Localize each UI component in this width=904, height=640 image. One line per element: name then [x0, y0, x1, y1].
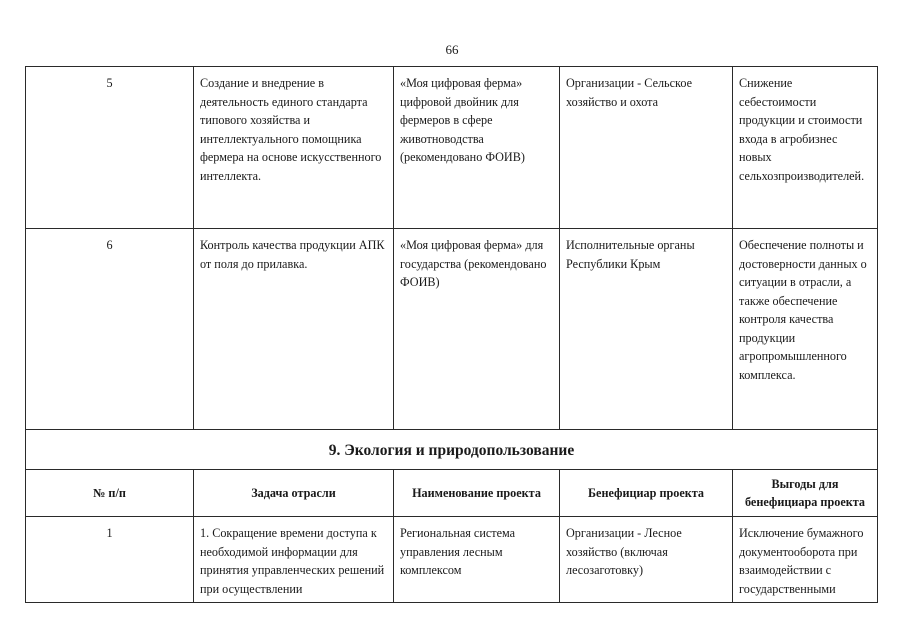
project-cell: «Моя цифровая ферма» цифровой двойник для фермеров в сфере животноводства (рекомендовано ФОИВ) — [394, 67, 560, 229]
benefits-cell: Снижение себестоимости продукции и стоимости входа в агробизнес новых сельхозпроизводителей. — [733, 67, 878, 229]
task-cell: Контроль качества продукции АПК от поля до прилавка. — [194, 229, 394, 430]
column-header-row — [26, 470, 878, 517]
section-title: 9. Экология и природопользование — [26, 430, 878, 470]
column-header-project: Наименование проекта — [394, 470, 560, 517]
table-row — [26, 67, 878, 229]
section-heading-row — [26, 430, 878, 470]
project-cell: «Моя цифровая ферма» для государства (рекомендовано ФОИВ) — [394, 229, 560, 430]
row-number: 5 — [26, 67, 194, 229]
page-number: 66 — [445, 42, 459, 57]
benefits-cell: Обеспечение полноты и достоверности данных о ситуации в отрасли, а также обеспечение контроля качества продукции агропромышленного комплекса. — [733, 229, 878, 430]
column-header-benefits: Выгоды для бенефициара проекта — [733, 470, 878, 517]
task-cell: 1. Сокращение времени доступа к необходимой информации для принятия управленческих решений при осуществлении — [194, 517, 394, 603]
column-header-beneficiary: Бенефициар проекта — [560, 470, 733, 517]
task-cell: Создание и внедрение в деятельность единого стандарта типового хозяйства и интеллектуального помощника фермера на основе искусственного интеллекта. — [194, 67, 394, 229]
column-header-num: № п/п — [26, 470, 194, 517]
benefits-cell: Исключение бумажного документооборота при взаимодействии с государственными — [733, 517, 878, 603]
beneficiary-cell: Исполнительные органы Республики Крым — [560, 229, 733, 430]
row-number: 6 — [26, 229, 194, 430]
table-row — [26, 229, 878, 430]
table-row — [26, 517, 878, 603]
column-header-task: Задача отрасли — [194, 470, 394, 517]
beneficiary-cell: Организации - Лесное хозяйство (включая лесозаготовку) — [560, 517, 733, 603]
projects-table — [25, 66, 878, 603]
project-cell: Региональная система управления лесным комплексом — [394, 517, 560, 603]
beneficiary-cell: Организации - Сельское хозяйство и охота — [560, 67, 733, 229]
row-number: 1 — [26, 517, 194, 603]
